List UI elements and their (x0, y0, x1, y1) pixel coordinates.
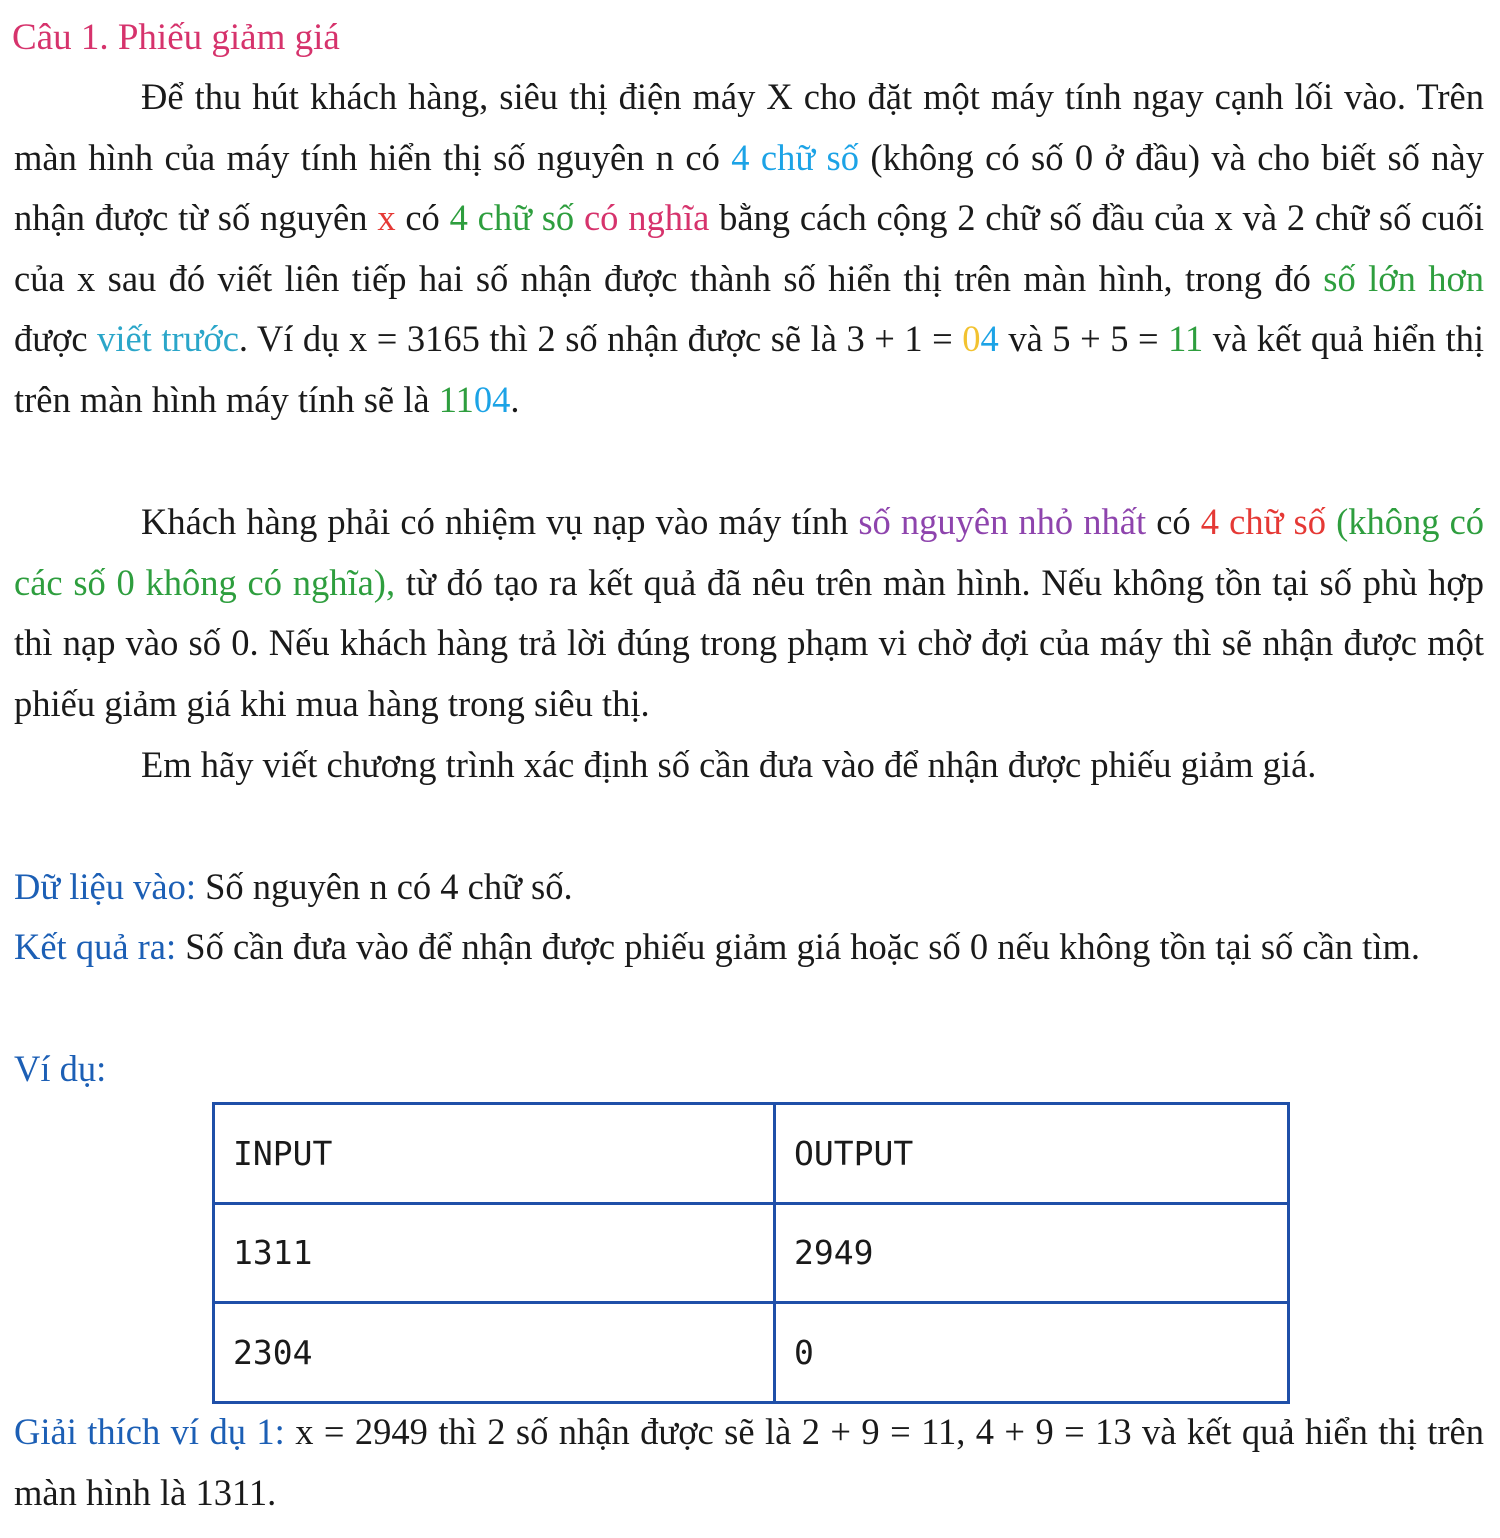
highlight-4-digits-3: 4 chữ số (1200, 501, 1326, 542)
problem-title: Câu 1. Phiếu giảm giá (12, 17, 340, 58)
table-cell: 2949 (775, 1203, 1289, 1303)
example-table (212, 1102, 1290, 1404)
highlight-written-first: viết trước (97, 318, 239, 360)
highlight-larger-number: số lớn hơn (1323, 257, 1484, 299)
table-header-input: INPUT (214, 1104, 775, 1204)
highlight-4-digits-2: 4 chữ số (449, 197, 575, 239)
table-row (214, 1203, 1289, 1303)
paragraph-task: Khách hàng phải có nhiệm vụ nạp vào máy tính số nguyên nhỏ nhất có 4 chữ số (không có các số 0 không có nghĩa), từ đó tạo ra kết quả đã nêu trên màn hình. Nếu không tồn tại số phù hợp thì nạp vào số 0. Nếu khách hàng trả lời đúng trong phạm vi chờ đợi của máy thì sẽ nhận được một phiếu giảm giá khi mua hàng trong siêu thị. (14, 501, 1485, 724)
explanation-label: Giải thích ví dụ 1: (14, 1411, 285, 1452)
table-cell: 2304 (214, 1303, 775, 1403)
table-cell: 0 (775, 1303, 1289, 1403)
table-row (214, 1303, 1289, 1403)
paragraph-description: Để thu hút khách hàng, siêu thị điện máy X cho đặt một máy tính ngay cạnh lối vào. Trên màn hình của máy tính hiển thị số nguyên n có 4 chữ số (không có số 0 ở đầu) và cho biết số này nhận được từ số nguyên x có 4 chữ số có nghĩa bằng cách cộng 2 chữ số đầu của x và 2 chữ số cuối của x sau đó viết liên tiếp hai số nhận được thành số hiển thị trên màn hình, trong đó số lớn hơn được viết trước. Ví dụ x = 3165 thì 2 số nhận được sẽ là 3 + 1 = 04 và 5 + 5 = 11 và kết quả hiển thị trên màn hình máy tính sẽ là 1104. (14, 76, 1485, 420)
example-label: Ví dụ: (14, 1048, 107, 1089)
highlight-4-digits: 4 chữ số (731, 136, 859, 178)
highlight-smallest-integer: số nguyên nhỏ nhất (858, 501, 1147, 542)
highlight-x: x (377, 197, 396, 239)
example-explanation: Giải thích ví dụ 1: x = 2949 thì 2 số nhận được sẽ là 2 + 9 = 11, 4 + 9 = 13 và kết quả hiển thị trên màn hình là 1311. (14, 1411, 1484, 1513)
paragraph-requirement: Em hãy viết chương trình xác định số cần đưa vào để nhận được phiếu giảm giá. (141, 744, 1317, 785)
output-description: Kết quả ra: Số cần đưa vào để nhận được phiếu giảm giá hoặc số 0 nếu không tồn tại số cần tìm. (14, 926, 1420, 967)
table-header-output: OUTPUT (775, 1104, 1289, 1204)
highlight-meaningful: có nghĩa (583, 197, 710, 239)
table-header-row (214, 1104, 1289, 1204)
highlight-no-leading-zero: (không có các số 0 không có nghĩa), (14, 501, 1485, 603)
output-label: Kết quả ra: (14, 926, 177, 967)
input-label: Dữ liệu vào: (14, 866, 196, 907)
input-description: Dữ liệu vào: Số nguyên n có 4 chữ số. (14, 866, 573, 907)
table-cell: 1311 (214, 1203, 775, 1303)
